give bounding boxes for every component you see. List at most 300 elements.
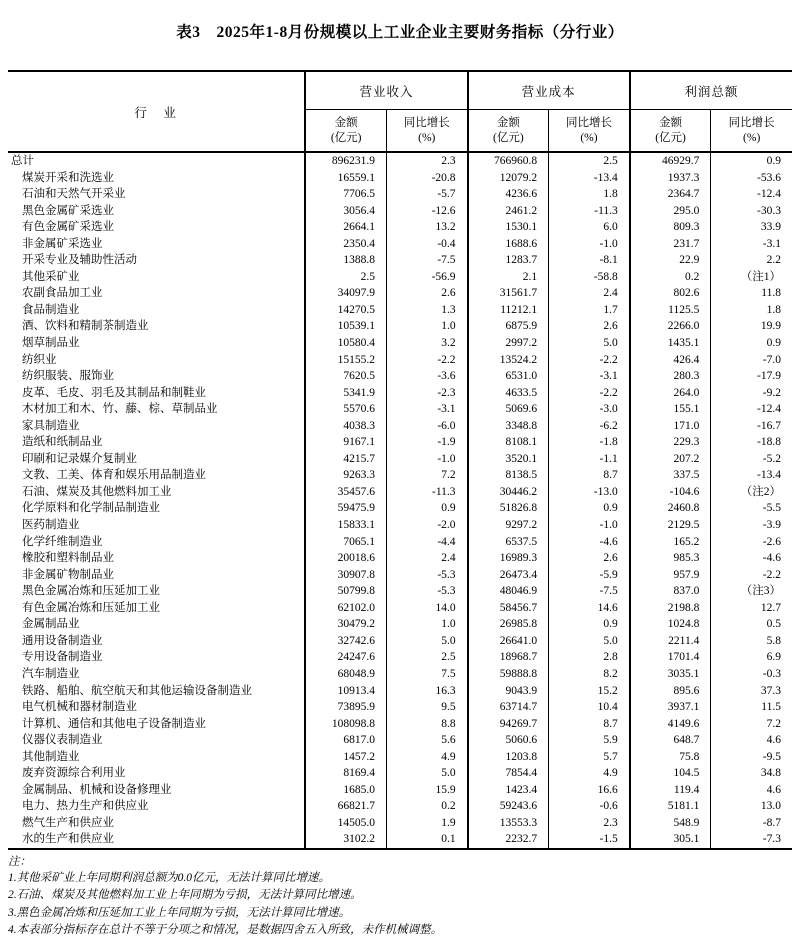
cell-value: 2.6 bbox=[549, 318, 630, 335]
cell-value: 18968.7 bbox=[468, 649, 549, 666]
cell-value: -13.4 bbox=[549, 170, 630, 187]
cell-value: 14.0 bbox=[386, 600, 467, 617]
cell-value: 4.6 bbox=[711, 782, 792, 799]
cell-value: 1937.3 bbox=[630, 170, 711, 187]
cell-value: 15155.2 bbox=[305, 352, 386, 369]
cell-value: -3.1 bbox=[711, 236, 792, 253]
cell-value: -5.2 bbox=[711, 451, 792, 468]
financial-indicators-table bbox=[8, 70, 792, 850]
cell-value: 62102.0 bbox=[305, 600, 386, 617]
cell-value: 10.4 bbox=[549, 699, 630, 716]
cell-value: 229.3 bbox=[630, 434, 711, 451]
cell-value: 2198.8 bbox=[630, 600, 711, 617]
industry-name: 木材加工和木、竹、藤、棕、草制品业 bbox=[22, 403, 218, 416]
industry-name: 其他采矿业 bbox=[22, 270, 80, 283]
cell-value: 3520.1 bbox=[468, 451, 549, 468]
cell-value: 648.7 bbox=[630, 732, 711, 749]
cell-value: 896231.9 bbox=[305, 152, 386, 170]
column-header-cost-amount bbox=[468, 110, 549, 153]
cell-value: 9167.1 bbox=[305, 434, 386, 451]
sub-growth-label: 同比增长 bbox=[728, 116, 775, 129]
cell-value: 7.2 bbox=[386, 467, 467, 484]
cell-value: 1688.6 bbox=[468, 236, 549, 253]
table-row bbox=[8, 203, 792, 220]
cell-value: 13553.3 bbox=[468, 815, 549, 832]
industry-name: 医药制造业 bbox=[22, 519, 80, 532]
cell-value: 26641.0 bbox=[468, 633, 549, 650]
table-row bbox=[8, 467, 792, 484]
cell-value: 0.9 bbox=[711, 152, 792, 170]
industry-name: 煤炭开采和洗选业 bbox=[22, 171, 114, 184]
cell-value: 1.8 bbox=[711, 302, 792, 319]
cell-value: -58.8 bbox=[549, 269, 630, 286]
cell-value: 2266.0 bbox=[630, 318, 711, 335]
cell-value: 2.3 bbox=[549, 815, 630, 832]
industry-name: 有色金属冶炼和压延加工业 bbox=[22, 601, 160, 614]
cell-value: -12.6 bbox=[386, 203, 467, 220]
industry-name: 文教、工美、体育和娱乐用品制造业 bbox=[22, 469, 206, 482]
table-row bbox=[8, 798, 792, 815]
cell-value: 14505.0 bbox=[305, 815, 386, 832]
industry-name: 印刷和记录媒介复制业 bbox=[22, 452, 137, 465]
cell-value: 32742.6 bbox=[305, 633, 386, 650]
cell-value: 1.7 bbox=[549, 302, 630, 319]
sub-amount-label: 金额 bbox=[659, 116, 683, 129]
table-row bbox=[8, 401, 792, 418]
cell-value: 19.9 bbox=[711, 318, 792, 335]
table-row bbox=[8, 236, 792, 253]
cell-value: 4.9 bbox=[549, 765, 630, 782]
column-header-profit-growth bbox=[711, 110, 792, 153]
cell-value: （注3） bbox=[711, 583, 792, 600]
industry-name: 其他制造业 bbox=[22, 750, 80, 763]
cell-value: 75.8 bbox=[630, 749, 711, 766]
cell-value: 6537.5 bbox=[468, 534, 549, 551]
cell-value: 6817.0 bbox=[305, 732, 386, 749]
cell-value: 5341.9 bbox=[305, 385, 386, 402]
industry-name: 橡胶和塑料制品业 bbox=[22, 552, 114, 565]
table-row bbox=[8, 152, 792, 170]
cell-value: 165.2 bbox=[630, 534, 711, 551]
cell-value: 34.8 bbox=[711, 765, 792, 782]
table-row bbox=[8, 385, 792, 402]
note-line: 3.黑色金属冶炼和压延加工业上年同期为亏损，无法计算同比增速。 bbox=[8, 906, 351, 919]
header-group-row bbox=[8, 71, 792, 110]
cell-value: 8108.1 bbox=[468, 434, 549, 451]
table-body bbox=[8, 152, 792, 849]
cell-value: -1.1 bbox=[549, 451, 630, 468]
cell-value: 59888.8 bbox=[468, 666, 549, 683]
cell-value: 48046.9 bbox=[468, 583, 549, 600]
cell-value: 12.7 bbox=[711, 600, 792, 617]
sub-growth-unit: (%) bbox=[743, 131, 761, 144]
cell-value: 4633.5 bbox=[468, 385, 549, 402]
cell-value: -13.4 bbox=[711, 467, 792, 484]
cell-value: 2.5 bbox=[549, 152, 630, 170]
cell-value: 837.0 bbox=[630, 583, 711, 600]
cell-value: -2.0 bbox=[386, 517, 467, 534]
cell-value: 2.6 bbox=[549, 550, 630, 567]
cell-value: 11.5 bbox=[711, 699, 792, 716]
cell-value: 119.4 bbox=[630, 782, 711, 799]
cell-value: 9.5 bbox=[386, 699, 467, 716]
cell-value: 2664.1 bbox=[305, 219, 386, 236]
cell-value: -6.0 bbox=[386, 418, 467, 435]
cell-value: 985.3 bbox=[630, 550, 711, 567]
industry-name: 水的生产和供应业 bbox=[22, 833, 114, 846]
cell-value: 1701.4 bbox=[630, 649, 711, 666]
industry-name: 仪器仪表制造业 bbox=[22, 734, 103, 747]
column-header-revenue-growth bbox=[386, 110, 467, 153]
cell-value: 5570.6 bbox=[305, 401, 386, 418]
cell-value: 26473.4 bbox=[468, 567, 549, 584]
industry-name: 黑色金属冶炼和压延加工业 bbox=[22, 585, 160, 598]
cell-value: 1457.2 bbox=[305, 749, 386, 766]
cell-value: -8.1 bbox=[549, 252, 630, 269]
cell-value: 7065.1 bbox=[305, 534, 386, 551]
industry-name: 石油、煤炭及其他燃料加工业 bbox=[22, 485, 172, 498]
industry-name: 金属制品业 bbox=[22, 618, 80, 631]
cell-value: -7.3 bbox=[711, 831, 792, 849]
cell-value: 58456.7 bbox=[468, 600, 549, 617]
table-row bbox=[8, 649, 792, 666]
cell-value: -4.6 bbox=[549, 534, 630, 551]
table-row bbox=[8, 765, 792, 782]
cell-value: 809.3 bbox=[630, 219, 711, 236]
cell-value: -7.5 bbox=[386, 252, 467, 269]
notes-lines bbox=[8, 870, 792, 937]
cell-value: 2997.2 bbox=[468, 335, 549, 352]
industry-name: 石油和天然气开采业 bbox=[22, 188, 126, 201]
cell-value: （注2） bbox=[711, 484, 792, 501]
cell-value: 13.0 bbox=[711, 798, 792, 815]
cell-value: 1.9 bbox=[386, 815, 467, 832]
industry-name: 纺织服装、服饰业 bbox=[22, 370, 114, 383]
cell-value: -3.1 bbox=[386, 401, 467, 418]
table-row bbox=[8, 451, 792, 468]
cell-value: 26985.8 bbox=[468, 616, 549, 633]
cell-value: -53.6 bbox=[711, 170, 792, 187]
cell-value: -3.6 bbox=[386, 368, 467, 385]
industry-name: 专用设备制造业 bbox=[22, 651, 103, 664]
cell-value: 5181.1 bbox=[630, 798, 711, 815]
cell-value: 155.1 bbox=[630, 401, 711, 418]
cell-value: 2.2 bbox=[711, 252, 792, 269]
cell-value: 3102.2 bbox=[305, 831, 386, 849]
cell-value: 2.4 bbox=[386, 550, 467, 567]
cell-value: -2.2 bbox=[549, 385, 630, 402]
cell-value: -2.3 bbox=[386, 385, 467, 402]
cell-value: -5.3 bbox=[386, 583, 467, 600]
table-row bbox=[8, 368, 792, 385]
industry-name: 皮革、毛皮、羽毛及其制品和制鞋业 bbox=[22, 386, 206, 399]
cell-value: 426.4 bbox=[630, 352, 711, 369]
cell-value: 305.1 bbox=[630, 831, 711, 849]
industry-name: 燃气生产和供应业 bbox=[22, 816, 114, 829]
cell-value: 0.2 bbox=[630, 269, 711, 286]
cell-value: 1024.8 bbox=[630, 616, 711, 633]
cell-value: 895.6 bbox=[630, 683, 711, 700]
cell-value: 3056.4 bbox=[305, 203, 386, 220]
cell-value: 10580.4 bbox=[305, 335, 386, 352]
cell-value: 11212.1 bbox=[468, 302, 549, 319]
table-row bbox=[8, 418, 792, 435]
table-row bbox=[8, 170, 792, 187]
cell-value: -3.1 bbox=[549, 368, 630, 385]
cell-value: -0.6 bbox=[549, 798, 630, 815]
cell-value: -6.2 bbox=[549, 418, 630, 435]
cell-value: -9.5 bbox=[711, 749, 792, 766]
notes bbox=[8, 854, 792, 937]
industry-name: 食品制造业 bbox=[22, 303, 80, 316]
industry-name: 非金属矿采选业 bbox=[22, 237, 103, 250]
cell-value: 3937.1 bbox=[630, 699, 711, 716]
industry-name: 电力、热力生产和供应业 bbox=[22, 800, 149, 813]
cell-value: 10539.1 bbox=[305, 318, 386, 335]
cell-value: -7.0 bbox=[711, 352, 792, 369]
cell-value: 16.3 bbox=[386, 683, 467, 700]
cell-value: 264.0 bbox=[630, 385, 711, 402]
cell-value: -9.2 bbox=[711, 385, 792, 402]
cell-value: 280.3 bbox=[630, 368, 711, 385]
cell-value: -18.8 bbox=[711, 434, 792, 451]
notes-label: 注： bbox=[8, 855, 31, 868]
cell-value: -12.4 bbox=[711, 401, 792, 418]
cell-value: 13.2 bbox=[386, 219, 467, 236]
cell-value: 16559.1 bbox=[305, 170, 386, 187]
cell-value: 5.0 bbox=[386, 633, 467, 650]
cell-value: -5.7 bbox=[386, 186, 467, 203]
table-row bbox=[8, 732, 792, 749]
cell-value: -17.9 bbox=[711, 368, 792, 385]
table-row bbox=[8, 815, 792, 832]
cell-value: -4.4 bbox=[386, 534, 467, 551]
table-row bbox=[8, 335, 792, 352]
cell-value: 15833.1 bbox=[305, 517, 386, 534]
table-row bbox=[8, 534, 792, 551]
cell-value: -0.3 bbox=[711, 666, 792, 683]
cell-value: 9043.9 bbox=[468, 683, 549, 700]
cell-value: 2.6 bbox=[386, 285, 467, 302]
cell-value: 30479.2 bbox=[305, 616, 386, 633]
cell-value: 2461.2 bbox=[468, 203, 549, 220]
cell-value: -4.6 bbox=[711, 550, 792, 567]
cell-value: 24247.6 bbox=[305, 649, 386, 666]
cell-value: 14.6 bbox=[549, 600, 630, 617]
cell-value: 8.7 bbox=[549, 716, 630, 733]
table-row bbox=[8, 749, 792, 766]
cell-value: 1203.8 bbox=[468, 749, 549, 766]
cell-value: 1.0 bbox=[386, 318, 467, 335]
cell-value: 1283.7 bbox=[468, 252, 549, 269]
cell-value: 9263.3 bbox=[305, 467, 386, 484]
table-row bbox=[8, 716, 792, 733]
cell-value: 2.4 bbox=[549, 285, 630, 302]
cell-value: 4038.3 bbox=[305, 418, 386, 435]
column-group-operating-revenue: 营业收入 bbox=[305, 71, 467, 110]
cell-value: 108098.8 bbox=[305, 716, 386, 733]
cell-value: 231.7 bbox=[630, 236, 711, 253]
cell-value: 6531.0 bbox=[468, 368, 549, 385]
cell-value: 5.7 bbox=[549, 749, 630, 766]
cell-value: 59475.9 bbox=[305, 500, 386, 517]
note-line: 2.石油、煤炭及其他燃料加工业上年同期为亏损，无法计算同比增速。 bbox=[8, 889, 362, 902]
industry-name: 家具制造业 bbox=[22, 419, 80, 432]
cell-value: 337.5 bbox=[630, 467, 711, 484]
cell-value: 15.9 bbox=[386, 782, 467, 799]
industry-name: 酒、饮料和精制茶制造业 bbox=[22, 320, 149, 333]
cell-value: 295.0 bbox=[630, 203, 711, 220]
table-row bbox=[8, 269, 792, 286]
cell-value: 2350.4 bbox=[305, 236, 386, 253]
cell-value: 7854.4 bbox=[468, 765, 549, 782]
table-row bbox=[8, 782, 792, 799]
cell-value: 104.5 bbox=[630, 765, 711, 782]
cell-value: 31561.7 bbox=[468, 285, 549, 302]
cell-value: -12.4 bbox=[711, 186, 792, 203]
cell-value: -104.6 bbox=[630, 484, 711, 501]
sub-amount-label: 金额 bbox=[496, 116, 520, 129]
cell-value: 2.8 bbox=[549, 649, 630, 666]
cell-value: 8.7 bbox=[549, 467, 630, 484]
cell-value: -2.2 bbox=[549, 352, 630, 369]
cell-value: 7706.5 bbox=[305, 186, 386, 203]
table-row bbox=[8, 352, 792, 369]
cell-value: 6875.9 bbox=[468, 318, 549, 335]
cell-value: -7.5 bbox=[549, 583, 630, 600]
cell-value: 8138.5 bbox=[468, 467, 549, 484]
cell-value: -20.8 bbox=[386, 170, 467, 187]
column-group-operating-cost: 营业成本 bbox=[468, 71, 630, 110]
industry-name: 电气机械和器材制造业 bbox=[22, 701, 137, 714]
table-row bbox=[8, 186, 792, 203]
cell-value: 1435.1 bbox=[630, 335, 711, 352]
cell-value: 8.8 bbox=[386, 716, 467, 733]
cell-value: -5.3 bbox=[386, 567, 467, 584]
table-row bbox=[8, 252, 792, 269]
cell-value: 50799.8 bbox=[305, 583, 386, 600]
cell-value: -3.0 bbox=[549, 401, 630, 418]
cell-value: 10913.4 bbox=[305, 683, 386, 700]
column-group-total-profit: 利润总额 bbox=[630, 71, 792, 110]
cell-value: 0.2 bbox=[386, 798, 467, 815]
cell-value: 0.9 bbox=[711, 335, 792, 352]
cell-value: -1.0 bbox=[549, 517, 630, 534]
cell-value: 0.9 bbox=[549, 500, 630, 517]
table-row bbox=[8, 683, 792, 700]
note-line: 1.其他采矿业上年同期利润总额为0.0亿元，无法计算同比增速。 bbox=[8, 871, 330, 884]
table-row bbox=[8, 434, 792, 451]
industry-name: 废弃资源综合利用业 bbox=[22, 767, 126, 780]
cell-value: 548.9 bbox=[630, 815, 711, 832]
cell-value: 73895.9 bbox=[305, 699, 386, 716]
industry-name: 黑色金属矿采选业 bbox=[22, 204, 114, 217]
cell-value: 66821.7 bbox=[305, 798, 386, 815]
cell-value: 63714.7 bbox=[468, 699, 549, 716]
cell-value: 59243.6 bbox=[468, 798, 549, 815]
cell-value: 802.6 bbox=[630, 285, 711, 302]
industry-name: 农副食品加工业 bbox=[22, 287, 103, 300]
cell-value: 35457.6 bbox=[305, 484, 386, 501]
industry-name: 化学原料和化学制品制造业 bbox=[22, 502, 160, 515]
cell-value: -0.4 bbox=[386, 236, 467, 253]
cell-value: 5060.6 bbox=[468, 732, 549, 749]
cell-value: -56.9 bbox=[386, 269, 467, 286]
industry-name: 造纸和纸制品业 bbox=[22, 436, 103, 449]
industry-name: 铁路、船舶、航空航天和其他运输设备制造业 bbox=[22, 684, 252, 697]
table-row bbox=[8, 567, 792, 584]
cell-value: 9297.2 bbox=[468, 517, 549, 534]
sub-growth-label: 同比增长 bbox=[403, 116, 450, 129]
column-header-revenue-amount bbox=[305, 110, 386, 153]
cell-value: 171.0 bbox=[630, 418, 711, 435]
cell-value: 5.6 bbox=[386, 732, 467, 749]
cell-value: 15.2 bbox=[549, 683, 630, 700]
cell-value: 51826.8 bbox=[468, 500, 549, 517]
cell-value: -1.5 bbox=[549, 831, 630, 849]
sub-growth-unit: (%) bbox=[580, 131, 598, 144]
cell-value: 14270.5 bbox=[305, 302, 386, 319]
cell-value: -1.0 bbox=[549, 236, 630, 253]
sub-amount-unit: (亿元) bbox=[493, 131, 524, 144]
cell-value: 34097.9 bbox=[305, 285, 386, 302]
table-row bbox=[8, 285, 792, 302]
table-row bbox=[8, 633, 792, 650]
table-row bbox=[8, 302, 792, 319]
cell-value: （注1） bbox=[711, 269, 792, 286]
cell-value: 5069.6 bbox=[468, 401, 549, 418]
cell-value: 0.1 bbox=[386, 831, 467, 849]
table-row bbox=[8, 500, 792, 517]
industry-name: 总计 bbox=[11, 155, 34, 167]
cell-value: -3.9 bbox=[711, 517, 792, 534]
cell-value: 3348.8 bbox=[468, 418, 549, 435]
cell-value: 30907.8 bbox=[305, 567, 386, 584]
cell-value: 2129.5 bbox=[630, 517, 711, 534]
industry-name: 有色金属矿采选业 bbox=[22, 221, 114, 234]
cell-value: 7620.5 bbox=[305, 368, 386, 385]
table-header bbox=[8, 71, 792, 152]
cell-value: 5.0 bbox=[549, 335, 630, 352]
cell-value: 68048.9 bbox=[305, 666, 386, 683]
cell-value: 1530.1 bbox=[468, 219, 549, 236]
table-row bbox=[8, 517, 792, 534]
table-row bbox=[8, 583, 792, 600]
industry-name: 化学纤维制造业 bbox=[22, 535, 103, 548]
cell-value: 0.5 bbox=[711, 616, 792, 633]
cell-value: 0.9 bbox=[386, 500, 467, 517]
cell-value: 2232.7 bbox=[468, 831, 549, 849]
cell-value: 4236.6 bbox=[468, 186, 549, 203]
cell-value: 6.0 bbox=[549, 219, 630, 236]
cell-value: 22.9 bbox=[630, 252, 711, 269]
cell-value: -2.2 bbox=[711, 567, 792, 584]
cell-value: 2.5 bbox=[305, 269, 386, 286]
cell-value: -16.7 bbox=[711, 418, 792, 435]
sub-amount-unit: (亿元) bbox=[330, 131, 362, 144]
cell-value: -13.0 bbox=[549, 484, 630, 501]
cell-value: 2211.4 bbox=[630, 633, 711, 650]
cell-value: 5.0 bbox=[386, 765, 467, 782]
cell-value: 3.2 bbox=[386, 335, 467, 352]
cell-value: 30446.2 bbox=[468, 484, 549, 501]
cell-value: 33.9 bbox=[711, 219, 792, 236]
cell-value: 2.1 bbox=[468, 269, 549, 286]
cell-value: 4.6 bbox=[711, 732, 792, 749]
table-row bbox=[8, 600, 792, 617]
cell-value: 8.2 bbox=[549, 666, 630, 683]
cell-value: 20018.6 bbox=[305, 550, 386, 567]
